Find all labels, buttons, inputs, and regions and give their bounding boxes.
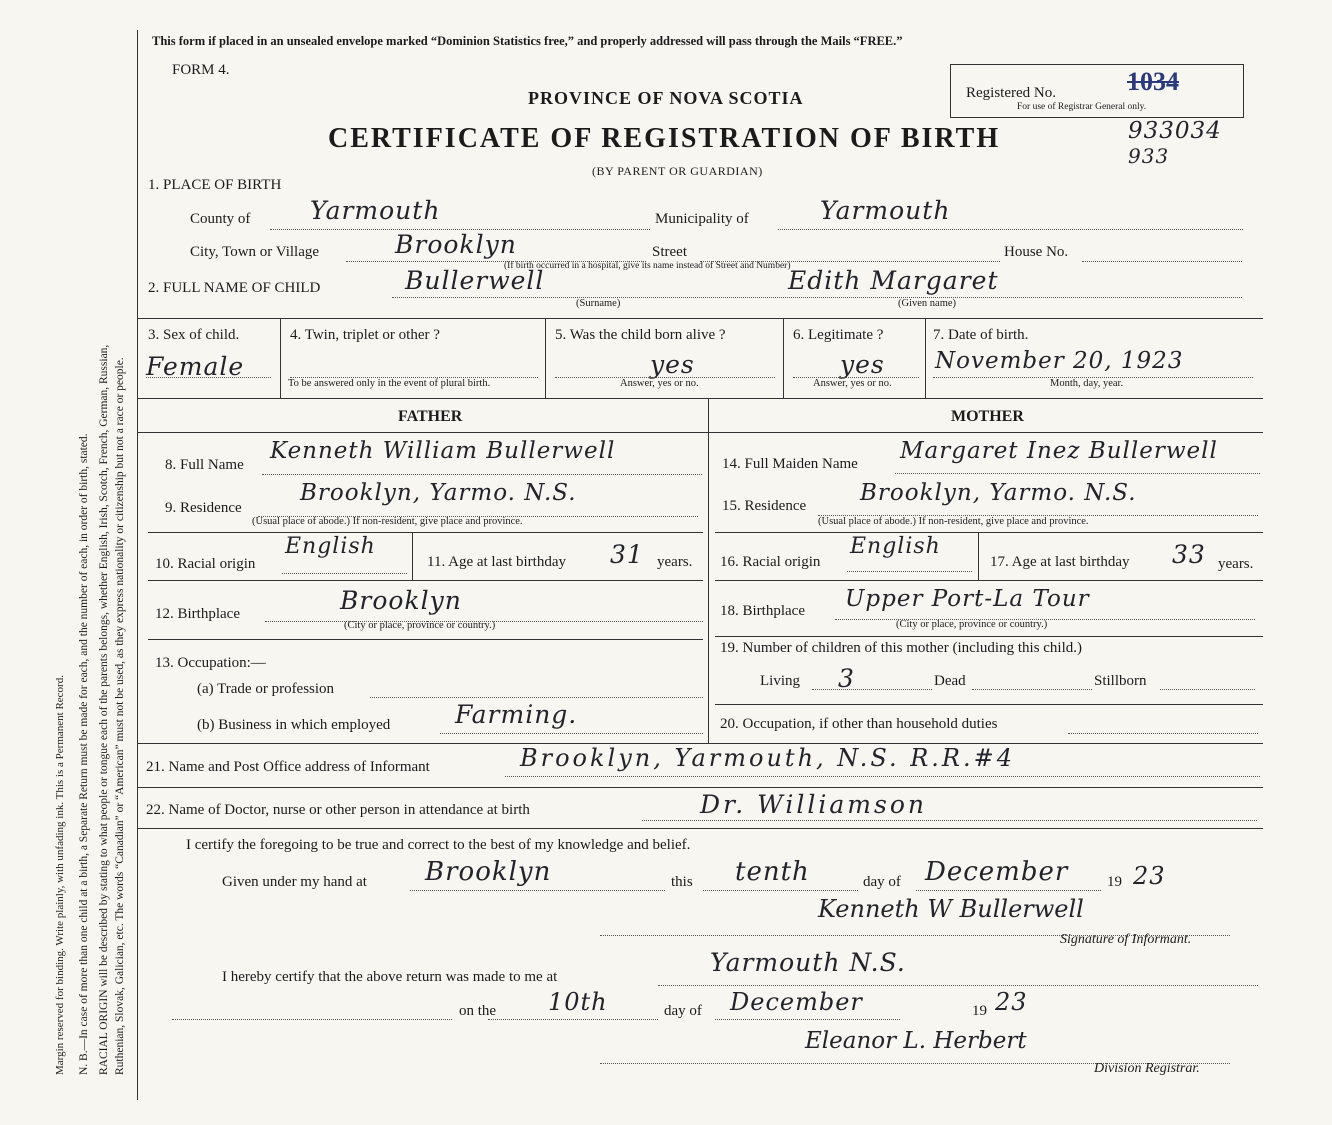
stillborn-label: Stillborn xyxy=(1094,673,1147,689)
father-residence-value: Brooklyn, Yarmo. N.S. xyxy=(300,480,577,506)
mother-racial-label: 16. Racial origin xyxy=(720,554,821,570)
sex-label: 3. Sex of child. xyxy=(148,327,240,343)
registrar-only-note: For use of Registrar General only. xyxy=(1017,102,1147,112)
mother-racial-value: English xyxy=(850,534,941,559)
twin-note: To be answered only in the event of plural birth. xyxy=(288,378,491,389)
province-heading: PROVINCE OF NOVA SCOTIA xyxy=(528,88,804,108)
father-name-value: Kenneth William Bullerwell xyxy=(270,438,616,464)
margin-number-bottom: 933 xyxy=(1128,144,1170,168)
twin-label: 4. Twin, triplet or other ? xyxy=(290,327,440,343)
father-heading: FATHER xyxy=(398,408,463,425)
mother-age-label: 17. Age at last birthday xyxy=(990,554,1130,570)
registrar-signature: Eleanor L. Herbert xyxy=(805,1028,1027,1054)
mother-name-label: 14. Full Maiden Name xyxy=(722,456,858,472)
registered-number: 1034 xyxy=(1127,67,1179,96)
mother-age-unit: years. xyxy=(1218,556,1254,572)
dead-label: Dead xyxy=(934,673,966,689)
page-title: CERTIFICATE OF REGISTRATION OF BIRTH xyxy=(328,123,1001,154)
surname-caption: (Surname) xyxy=(576,298,621,309)
legitimate-value: yes xyxy=(840,350,885,379)
mother-heading: MOTHER xyxy=(951,408,1024,425)
father-racial-label: 10. Racial origin xyxy=(155,556,256,572)
registered-label: Registered No. xyxy=(966,85,1056,101)
given-name-caption: (Given name) xyxy=(898,298,957,309)
living-value: 3 xyxy=(838,664,855,693)
birth-date-value: November 20, 1923 xyxy=(935,348,1184,374)
registration-year-value: 23 xyxy=(995,988,1028,1016)
mother-occupation-label: 20. Occupation, if other than household duties xyxy=(720,716,998,732)
father-residence-label: 9. Residence xyxy=(165,500,242,516)
father-birthplace-value: Brooklyn xyxy=(340,586,462,615)
county-value: Yarmouth xyxy=(310,196,441,225)
racial-note-line1: RACIAL ORIGIN will be described by stating to what people or tongue each of the parents belongs, whether English, Irish, Scotch, French, German, Russian, xyxy=(98,344,110,1075)
informant-signature: Kenneth W Bullerwell xyxy=(818,895,1084,923)
mother-birthplace-value: Upper Port-La Tour xyxy=(845,586,1090,612)
house-number-label: House No. xyxy=(1004,244,1069,260)
legitimate-label: 6. Legitimate ? xyxy=(793,327,884,343)
place-of-birth-label: 1. PLACE OF BIRTH xyxy=(148,177,282,193)
living-label: Living xyxy=(760,673,800,689)
father-racial-value: English xyxy=(285,534,376,559)
mother-birthplace-note: (City or place, province or country.) xyxy=(896,619,1048,630)
legitimate-note: Answer, yes or no. xyxy=(813,378,892,389)
street-label: Street xyxy=(652,244,687,260)
mother-residence-value: Brooklyn, Yarmo. N.S. xyxy=(860,480,1137,506)
alive-label: 5. Was the child born alive ? xyxy=(555,327,726,343)
municipality-label: Municipality of xyxy=(655,211,749,227)
doctor-label: 22. Name of Doctor, nurse or other person in attendance at birth xyxy=(146,802,530,818)
registered-number-box xyxy=(950,64,1244,118)
registration-day-of-label: day of xyxy=(664,1003,702,1019)
registration-month-value: December xyxy=(730,988,863,1016)
county-label: County of xyxy=(190,211,251,227)
registrar-signature-caption: Division Registrar. xyxy=(1094,1061,1200,1076)
business-label: (b) Business in which employed xyxy=(197,717,391,733)
nb-note: N. B.—In case of more than one child at a birth, a Separate Return must be made for each, and the number of each, in order of birth, stated. xyxy=(78,433,90,1075)
mother-residence-label: 15. Residence xyxy=(722,498,807,514)
mother-age-value: 33 xyxy=(1172,540,1206,569)
alive-note: Answer, yes or no. xyxy=(620,378,699,389)
city-label: City, Town or Village xyxy=(190,244,320,260)
father-name-label: 8. Full Name xyxy=(165,457,244,473)
form-number: FORM 4. xyxy=(172,62,230,78)
registration-day-value: 10th xyxy=(548,988,608,1016)
mother-residence-note: (Usual place of abode.) If non-resident, give place and province. xyxy=(818,516,1089,527)
mail-notice: This form if placed in an unsealed envelope marked “Dominion Statistics free,” and properly addressed will pass through the Mails “FREE.” xyxy=(152,34,903,48)
father-age-label: 11. Age at last birthday xyxy=(427,554,566,570)
children-count-label: 19. Number of children of this mother (including this child.) xyxy=(720,640,1083,656)
child-name-label: 2. FULL NAME OF CHILD xyxy=(148,280,321,296)
certify-statement: I certify the foregoing to be true and correct to the best of my knowledge and belief. xyxy=(186,837,691,853)
birth-date-note: Month, day, year. xyxy=(1050,378,1124,389)
form-left-border xyxy=(137,30,138,1100)
day-value: tenth xyxy=(735,857,810,887)
father-birthplace-note: (City or place, province or country.) xyxy=(344,620,496,631)
mother-birthplace-label: 18. Birthplace xyxy=(720,603,805,619)
margin-number-top: 933034 xyxy=(1128,118,1222,144)
page-subtitle: (BY PARENT OR GUARDIAN) xyxy=(592,164,763,178)
city-value: Brooklyn xyxy=(395,230,517,259)
alive-value: yes xyxy=(650,350,695,379)
registrar-statement: I hereby certify that the above return was made to me at xyxy=(222,969,558,985)
binding-note: Margin reserved for binding. Write plainly, with unfading ink. This is a Permanent Record. xyxy=(54,675,66,1075)
registrar-place-value: Yarmouth N.S. xyxy=(710,948,906,977)
informant-value: Brooklyn, Yarmouth, N.S. R.R.#4 xyxy=(520,744,1015,772)
birth-date-label: 7. Date of birth. xyxy=(933,327,1029,343)
year-value: 23 xyxy=(1133,862,1166,890)
this-label: this xyxy=(671,874,693,890)
on-the-label: on the xyxy=(459,1003,497,1019)
doctor-value: Dr. Williamson xyxy=(700,790,927,819)
father-birthplace-label: 12. Birthplace xyxy=(155,606,240,622)
year-prefix: 19 xyxy=(1107,874,1122,890)
hospital-note: (If birth occurred in a hospital, give its name instead of Street and Number) xyxy=(504,261,791,271)
father-age-value: 31 xyxy=(610,540,644,569)
child-given-name: Edith Margaret xyxy=(788,266,999,295)
sex-value: Female xyxy=(146,352,245,381)
given-place-value: Brooklyn xyxy=(425,857,552,887)
trade-label: (a) Trade or profession xyxy=(197,681,335,697)
month-value: December xyxy=(925,857,1069,887)
municipality-value: Yarmouth xyxy=(820,196,951,225)
registration-year-prefix: 19 xyxy=(972,1003,987,1019)
informant-label: 21. Name and Post Office address of Informant xyxy=(146,759,430,775)
father-occupation-label: 13. Occupation:— xyxy=(155,655,266,671)
child-surname: Bullerwell xyxy=(405,266,545,295)
father-residence-note: (Usual place of abode.) If non-resident, give place and province. xyxy=(252,516,523,527)
day-of-label: day of xyxy=(863,874,901,890)
mother-name-value: Margaret Inez Bullerwell xyxy=(900,438,1218,464)
given-under-label: Given under my hand at xyxy=(222,874,367,890)
father-age-unit: years. xyxy=(657,554,693,570)
business-value: Farming. xyxy=(455,700,578,729)
racial-note-line2: Ruthenian, Slovak, Galician, etc. The words “Canadian” or “American” must not be used, as they express nationality or citizenship but not a race or people. xyxy=(114,357,126,1075)
informant-signature-caption: Signature of Informant. xyxy=(1060,932,1192,947)
